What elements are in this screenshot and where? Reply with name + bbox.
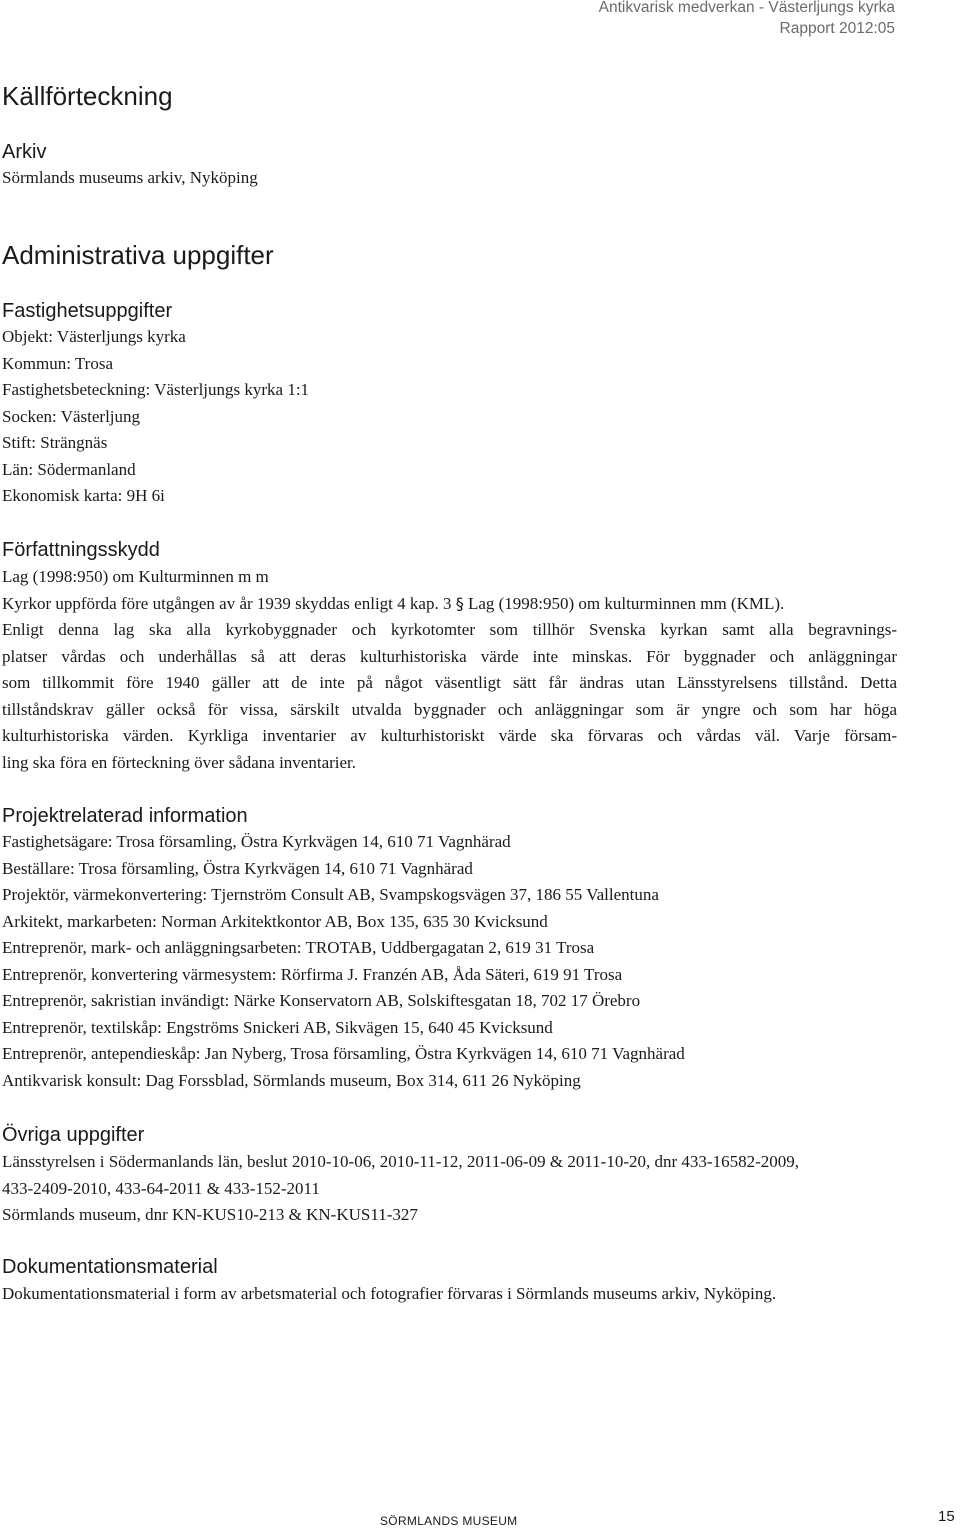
skydd-line-b: Lag (1998:950) om kulturminnen mm (KML). [463, 593, 785, 613]
projekt-list [2, 829, 685, 1094]
section-heading-projekt: Projektrelaterad information [2, 805, 248, 827]
ovriga-line: 433-2409-2010, 433-64-2011 & 433-152-2011 [2, 1178, 320, 1198]
skydd-text-line: ling ska föra en förteckning över sådana inventarier. [2, 752, 357, 772]
projekt-line: Entreprenör, mark- och anläggningsarbeten: TROTAB, Uddbergagatan 2, 619 31 Trosa [2, 938, 595, 957]
fastighet-lan: Län: Södermanland [2, 459, 136, 479]
arkiv-text: Sörmlands museums arkiv, Nyköping [2, 168, 258, 187]
skydd-line-a: Kyrkor uppförda före utgången av år 1939 skyddas enligt 4 kap. 3 [2, 593, 456, 613]
skydd-text-line: tillståndskrav gäller också för vissa, särskilt utvalda byggnader och anläggningar som är yngre och som har höga [2, 699, 897, 719]
fastighet-stift: Stift: Strängnäs [2, 433, 108, 452]
skydd-line [2, 591, 897, 618]
admin-title: Administrativa uppgifter [2, 240, 274, 270]
section-heading-ovriga: Övriga uppgifter [2, 1124, 145, 1146]
ovriga-list [2, 1149, 799, 1229]
page-title: Källförteckning [2, 81, 173, 111]
skydd-text-line: Enligt denna lag ska alla kyrkobyggnader och kyrkotomter som tillhör Svenska kyrkan samt alla begravnings- [2, 620, 897, 639]
fastighet-beteckning: Fastighetsbeteckning: Västerljungs kyrka 1:1 [2, 380, 310, 399]
ovriga-line: Sörmlands museum, dnr KN-KUS10-213 & KN-KUS11-327 [2, 1205, 418, 1224]
section-heading-fastighetsuppgifter: Fastighetsuppgifter [2, 300, 173, 322]
fastighet-socken: Socken: Västerljung [2, 406, 141, 426]
running-header [599, 0, 895, 39]
projekt-line: Projektör, värmekonvertering: Tjernström Consult AB, Svampskogsvägen 37, 186 55 Vallentuna [2, 885, 659, 904]
projekt-line: Entreprenör, textilskåp: Engströms Snickeri AB, Sikvägen 15, 640 45 Kvicksund [2, 1017, 553, 1037]
fastighet-kommun: Kommun: Trosa [2, 353, 113, 373]
footer-museum-name: SÖRMLANDS MUSEUM [380, 1514, 518, 1528]
ovriga-line: Länsstyrelsen i Södermanlands län, beslut 2010-10-06, 2010-11-12, 2011-06-09 & 2011-10-20, dnr 433-16582-2009, [2, 1152, 799, 1171]
dokumentation-list [2, 1281, 776, 1308]
header-report-number: Rapport 2012:05 [779, 20, 895, 37]
projekt-line: Beställare: Trosa församling, Östra Kyrkvägen 14, 610 71 Vagnhärad [2, 858, 473, 878]
fastighet-karta: Ekonomisk karta: 9H 6i [2, 486, 165, 505]
page-number: 15 [938, 1508, 955, 1525]
skydd-paragraph [2, 564, 897, 776]
skydd-text-line: kulturhistoriska värden. Kyrkliga inventarier av kulturhistoriskt värde ska förvaras och vårdas väl. Varje försam- [2, 726, 897, 745]
skydd-text-line: som tillkommit före 1940 gäller att de inte på något väsentligt sätt får ändras utan Länsstyrelsens tillstånd. Detta [2, 673, 897, 692]
projekt-line: Antikvarisk konsult: Dag Forssblad, Sörmlands museum, Box 314, 611 26 Nyköping [2, 1070, 581, 1090]
projekt-line: Arkitekt, markarbeten: Norman Arkitektkontor AB, Box 135, 635 30 Kvicksund [2, 911, 548, 931]
projekt-line: Entreprenör, antependieskåp: Jan Nyberg, Trosa församling, Östra Kyrkvägen 14, 610 71 Vagnhärad [2, 1044, 685, 1063]
skydd-law: Lag (1998:950) om Kulturminnen m m [2, 567, 269, 586]
fastighet-list [2, 324, 309, 510]
projekt-line: Entreprenör, sakristian invändigt: Närke Konservatorn AB, Solskiftesgatan 18, 702 17 Örebro [2, 991, 641, 1010]
section-sign: § [455, 593, 464, 613]
fastighet-objekt: Objekt: Västerljungs kyrka [2, 327, 186, 346]
section-heading-dokumentation: Dokumentationsmaterial [2, 1256, 218, 1278]
section-heading-arkiv: Arkiv [2, 141, 47, 163]
projekt-line: Fastighetsägare: Trosa församling, Östra Kyrkvägen 14, 610 71 Vagnhärad [2, 832, 511, 851]
arkiv-list [2, 165, 258, 192]
section-heading-forfattningsskydd: Författningsskydd [2, 539, 160, 561]
dokumentation-text: Dokumentationsmaterial i form av arbetsmaterial och fotografier förvaras i Sörmlands museums arkiv, Nyköping. [2, 1284, 777, 1303]
header-report-title: Antikvarisk medverkan - Västerljungs kyrka [598, 0, 895, 16]
projekt-line: Entreprenör, konvertering värmesystem: Rörfirma J. Franzén AB, Åda Säteri, 619 91 Trosa [2, 964, 623, 984]
skydd-text-line: platser vårdas och underhållas så att deras kulturhistoriska värde inte minskas. För byggnader och anläggningar [2, 646, 897, 666]
